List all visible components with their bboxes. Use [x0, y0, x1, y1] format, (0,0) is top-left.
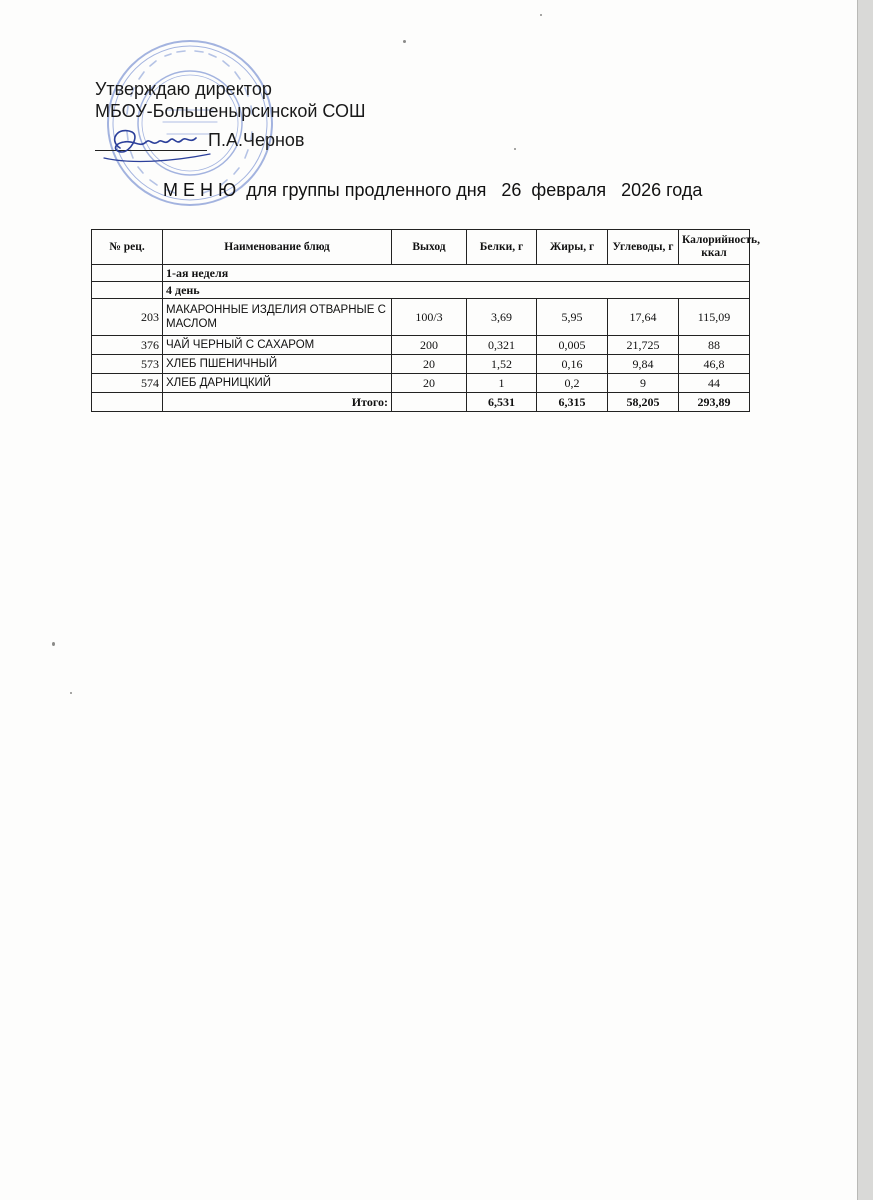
table-cell	[92, 393, 163, 412]
table-row	[92, 374, 750, 393]
protein-value: 1	[467, 374, 537, 393]
kcal-value: 88	[679, 336, 750, 355]
rec-number: 376	[92, 336, 163, 355]
col-header-yield: Выход	[392, 230, 467, 265]
protein-value: 1,52	[467, 355, 537, 374]
day-row	[92, 282, 750, 299]
rec-number: 573	[92, 355, 163, 374]
table-header-row	[92, 230, 750, 265]
scan-speck	[52, 642, 55, 646]
yield-value: 20	[392, 355, 467, 374]
handwritten-signature-icon	[100, 118, 215, 173]
yield-value: 200	[392, 336, 467, 355]
menu-heading: М Е Н Ю для группы продленного дня 26 февраля 2026 года	[163, 180, 703, 200]
scan-speck	[514, 148, 516, 150]
rec-number: 574	[92, 374, 163, 393]
total-kcal: 293,89	[679, 393, 750, 412]
kcal-value: 44	[679, 374, 750, 393]
table-cell	[92, 265, 163, 282]
scan-speck	[70, 692, 72, 694]
signer-name: П.А.Чернов	[208, 130, 305, 150]
dish-name: ЧАЙ ЧЕРНЫЙ С САХАРОМ	[163, 336, 392, 355]
total-label: Итого:	[163, 393, 392, 412]
carbs-value: 17,64	[608, 299, 679, 336]
dish-name: МАКАРОННЫЕ ИЗДЕЛИЯ ОТВАРНЫЕ С МАСЛОМ	[163, 299, 392, 336]
col-header-kcal: Калорийность, ккал	[679, 230, 750, 265]
carbs-value: 9	[608, 374, 679, 393]
week-label: 1-ая неделя	[163, 265, 750, 282]
total-row	[92, 393, 750, 412]
fat-value: 0,005	[537, 336, 608, 355]
week-row	[92, 265, 750, 282]
dish-name: ХЛЕБ ПШЕНИЧНЫЙ	[163, 355, 392, 374]
kcal-value: 46,8	[679, 355, 750, 374]
fat-value: 0,16	[537, 355, 608, 374]
dish-name: ХЛЕБ ДАРНИЦКИЙ	[163, 374, 392, 393]
total-fat: 6,315	[537, 393, 608, 412]
protein-value: 3,69	[467, 299, 537, 336]
yield-value: 100/3	[392, 299, 467, 336]
col-header-fat: Жиры, г	[537, 230, 608, 265]
scan-edge	[858, 0, 873, 1200]
day-label: 4 день	[163, 282, 750, 299]
approval-block	[95, 78, 366, 122]
rec-number: 203	[92, 299, 163, 336]
kcal-value: 115,09	[679, 299, 750, 336]
col-header-protein: Белки, г	[467, 230, 537, 265]
menu-table	[91, 229, 760, 412]
col-header-name: Наименование блюд	[163, 230, 392, 265]
table-cell	[392, 393, 467, 412]
scan-speck	[540, 14, 542, 16]
col-header-carbs: Углеводы, г	[608, 230, 679, 265]
fat-value: 0,2	[537, 374, 608, 393]
table-row	[92, 336, 750, 355]
protein-value: 0,321	[467, 336, 537, 355]
table-row	[92, 355, 750, 374]
carbs-value: 9,84	[608, 355, 679, 374]
total-protein: 6,531	[467, 393, 537, 412]
scan-speck	[403, 40, 406, 43]
col-header-rec: № рец.	[92, 230, 163, 265]
table-cell	[92, 282, 163, 299]
approval-title: Утверждаю директор	[95, 79, 272, 99]
yield-value: 20	[392, 374, 467, 393]
school-name: МБОУ-Большенырсинской СОШ	[95, 101, 366, 121]
fat-value: 5,95	[537, 299, 608, 336]
carbs-value: 21,725	[608, 336, 679, 355]
table-row	[92, 299, 750, 336]
total-carbs: 58,205	[608, 393, 679, 412]
